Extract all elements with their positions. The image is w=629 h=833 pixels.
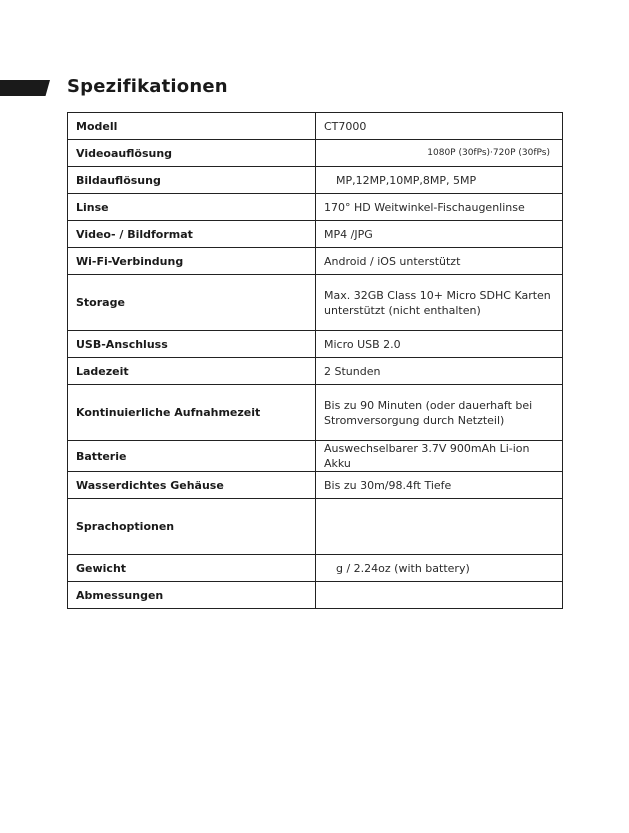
spec-label: Videoauflösung: [68, 140, 316, 167]
spec-row-sprachoptionen: [68, 499, 563, 555]
section-accent-bar: [0, 80, 50, 96]
spec-value: 1080P (30fPs)·720P (30fPs): [316, 140, 563, 167]
spec-label: Sprachoptionen: [68, 499, 316, 555]
spec-value: MP4 /JPG: [316, 221, 563, 248]
spec-row-gehaeuse: [68, 472, 563, 499]
spec-value: [316, 499, 563, 555]
spec-value: [316, 582, 563, 609]
spec-row-linse: [68, 194, 563, 221]
spec-value: CT7000: [316, 113, 563, 140]
spec-label: Linse: [68, 194, 316, 221]
spec-label: USB-Anschluss: [68, 331, 316, 358]
spec-row-abmessungen: [68, 582, 563, 609]
spec-value: Auswechselbarer 3.7V 900mAh Li-ion Akku: [316, 441, 563, 472]
spec-label: Gewicht: [68, 555, 316, 582]
spec-row-storage: [68, 275, 563, 331]
spec-label: Bildauflösung: [68, 167, 316, 194]
spec-value-line: Bis zu 90 Minuten (oder dauerhaft bei: [324, 398, 533, 412]
spec-row-wifi: [68, 248, 563, 275]
spec-value: [316, 385, 563, 441]
specifications-table: [67, 112, 563, 609]
spec-label: Video- / Bildformat: [68, 221, 316, 248]
spec-row-gewicht: [68, 555, 563, 582]
spec-value: g / 2.24oz (with battery): [316, 555, 563, 582]
spec-row-videoaufloesung: [68, 140, 563, 167]
spec-label: Modell: [68, 113, 316, 140]
spec-value: 2 Stunden: [316, 358, 563, 385]
spec-row-bildaufloesung: [68, 167, 563, 194]
spec-value-line: unterstützt (nicht enthalten): [324, 303, 481, 317]
spec-row-format: [68, 221, 563, 248]
spec-value: MP,12MP,10MP,8MP, 5MP: [316, 167, 563, 194]
spec-row-modell: [68, 113, 563, 140]
spec-value: Bis zu 30m/98.4ft Tiefe: [316, 472, 563, 499]
spec-label: Abmessungen: [68, 582, 316, 609]
spec-label: Wasserdichtes Gehäuse: [68, 472, 316, 499]
spec-value: 170° HD Weitwinkel-Fischaugenlinse: [316, 194, 563, 221]
spec-label: Storage: [68, 275, 316, 331]
page-title: Spezifikationen: [67, 76, 228, 97]
spec-label: Kontinuierliche Aufnahmezeit: [68, 385, 316, 441]
spec-row-batterie: [68, 441, 563, 472]
spec-value-line: Max. 32GB Class 10+ Micro SDHC Karten: [324, 288, 551, 302]
spec-label: Wi-Fi-Verbindung: [68, 248, 316, 275]
spec-value: [316, 275, 563, 331]
spec-value: Android / iOS unterstützt: [316, 248, 563, 275]
spec-row-ladezeit: [68, 358, 563, 385]
spec-row-usb: [68, 331, 563, 358]
spec-label: Ladezeit: [68, 358, 316, 385]
spec-label: Batterie: [68, 441, 316, 472]
spec-value-line: Stromversorgung durch Netzteil): [324, 413, 505, 427]
spec-row-aufnahmezeit: [68, 385, 563, 441]
spec-value: Micro USB 2.0: [316, 331, 563, 358]
